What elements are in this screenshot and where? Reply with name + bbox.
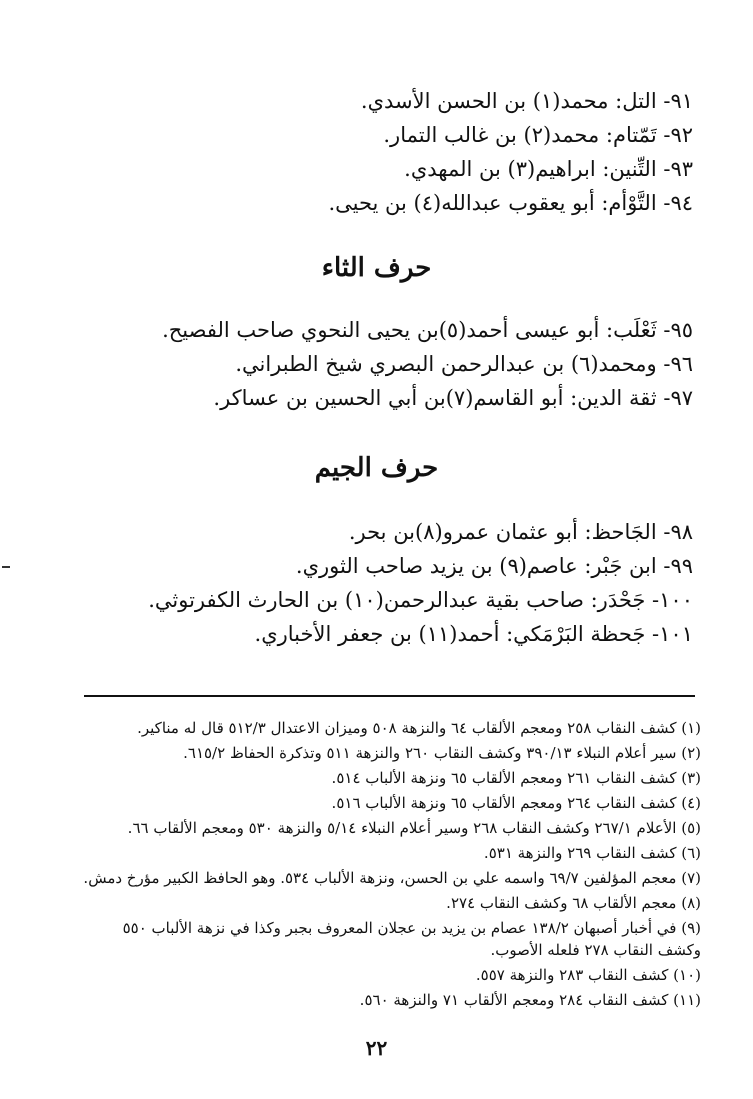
entry-98: ٩٨- الجَاحظ: أبو عثمان عمرو(٨)بن بحر. [348, 520, 693, 544]
entry-100: ١٠٠- جَحْدَر: صاحب بقية عبدالرحمن(١٠) بن الحارث الكفرتوثي. [148, 588, 693, 612]
footnote-6: (٦) كشف النقاب ٢٦٩ والنزهة ٥٣١. [483, 844, 701, 862]
footnote-4: (٤) كشف النقاب ٢٦٤ ومعجم الألقاب ٦٥ ونزهة الألباب ٥١٦. [331, 794, 701, 812]
entry-97: ٩٧- ثقة الدين: أبو القاسم(٧)بن أبي الحسين بن عساكر. [213, 386, 693, 410]
footnote-10: (١٠) كشف النقاب ٢٨٣ والنزهة ٥٥٧. [475, 966, 701, 984]
footnote-9: (٩) في أخبار أصبهان ١٣٨/٢ عصام بن يزيد بن عجلان المعروف بجبر وكذا في نزهة الألباب ٥٥٠ وكشف النقاب ٢٧٨ فلعله الأصوب. [122, 919, 701, 959]
section-heading-tha: حرف الثاء [321, 253, 432, 283]
section-heading-jim: حرف الجيم [314, 453, 439, 483]
footnote-divider [84, 695, 695, 697]
entry-list-jim [53, 515, 693, 651]
entry-94: ٩٤- التَّوْأم: أبو يعقوب عبدالله(٤) بن يحيى. [328, 191, 693, 215]
footnote-2: (٢) سير أعلام النبلاء ٣٩٠/١٣ وكشف النقاب ٢٦٠ والنزهة ٥١١ وتذكرة الحفاظ ٦١٥/٢. [183, 744, 701, 762]
entry-list-ta [53, 84, 693, 220]
entry-list-tha [53, 313, 693, 415]
entry-95: ٩٥- ثَعْلَب: أبو عيسى أحمد(٥)بن يحيى النحوي صاحب الفصيح. [162, 318, 693, 342]
entry-92: ٩٢- تَمّتام: محمد(٢) بن غالب التمار. [383, 123, 693, 147]
footnote-11: (١١) كشف النقاب ٢٨٤ ومعجم الألقاب ٧١ والنزهة ٥٦٠. [359, 991, 701, 1009]
entry-93: ٩٣- التِّنين: ابراهيم(٣) بن المهدي. [404, 157, 693, 181]
footnote-8: (٨) معجم الألقاب ٦٨ وكشف النقاب ٢٧٤. [446, 894, 701, 912]
footnote-list [76, 716, 701, 1013]
entry-91: ٩١- التل: محمد(١) بن الحسن الأسدي. [360, 89, 693, 113]
page-number: ٢٢ [365, 1036, 388, 1060]
entry-96: ٩٦- ومحمد(٦) بن عبدالرحمن البصري شيخ الطبراني. [235, 352, 693, 376]
entry-99: ٩٩- ابن جَبْر: عاصم(٩) بن يزيد صاحب الثوري. [295, 554, 693, 578]
margin-mark [2, 566, 10, 568]
footnote-3: (٣) كشف النقاب ٢٦١ ومعجم الألقاب ٦٥ ونزهة الألباب ٥١٤. [331, 769, 701, 787]
footnote-7: (٧) معجم المؤلفين ٦٩/٧ واسمه علي بن الحسن، ونزهة الألباب ٥٣٤. وهو الحافظ الكبير مؤرخ دمش. [83, 869, 701, 887]
footnote-1: (١) كشف النقاب ٢٥٨ ومعجم الألقاب ٦٤ والنزهة ٥٠٨ وميزان الاعتدال ٥١٢/٣ قال له مناكير. [137, 719, 701, 737]
entry-101: ١٠١- جَحظة البَرْمَكي: أحمد(١١) بن جعفر الأخباري. [254, 622, 693, 646]
footnote-5: (٥) الأعلام ٢٦٧/١ وكشف النقاب ٢٦٨ وسير أعلام النبلاء ٥/١٤ والنزهة ٥٣٠ ومعجم الألقاب ٦٦. [127, 819, 701, 837]
